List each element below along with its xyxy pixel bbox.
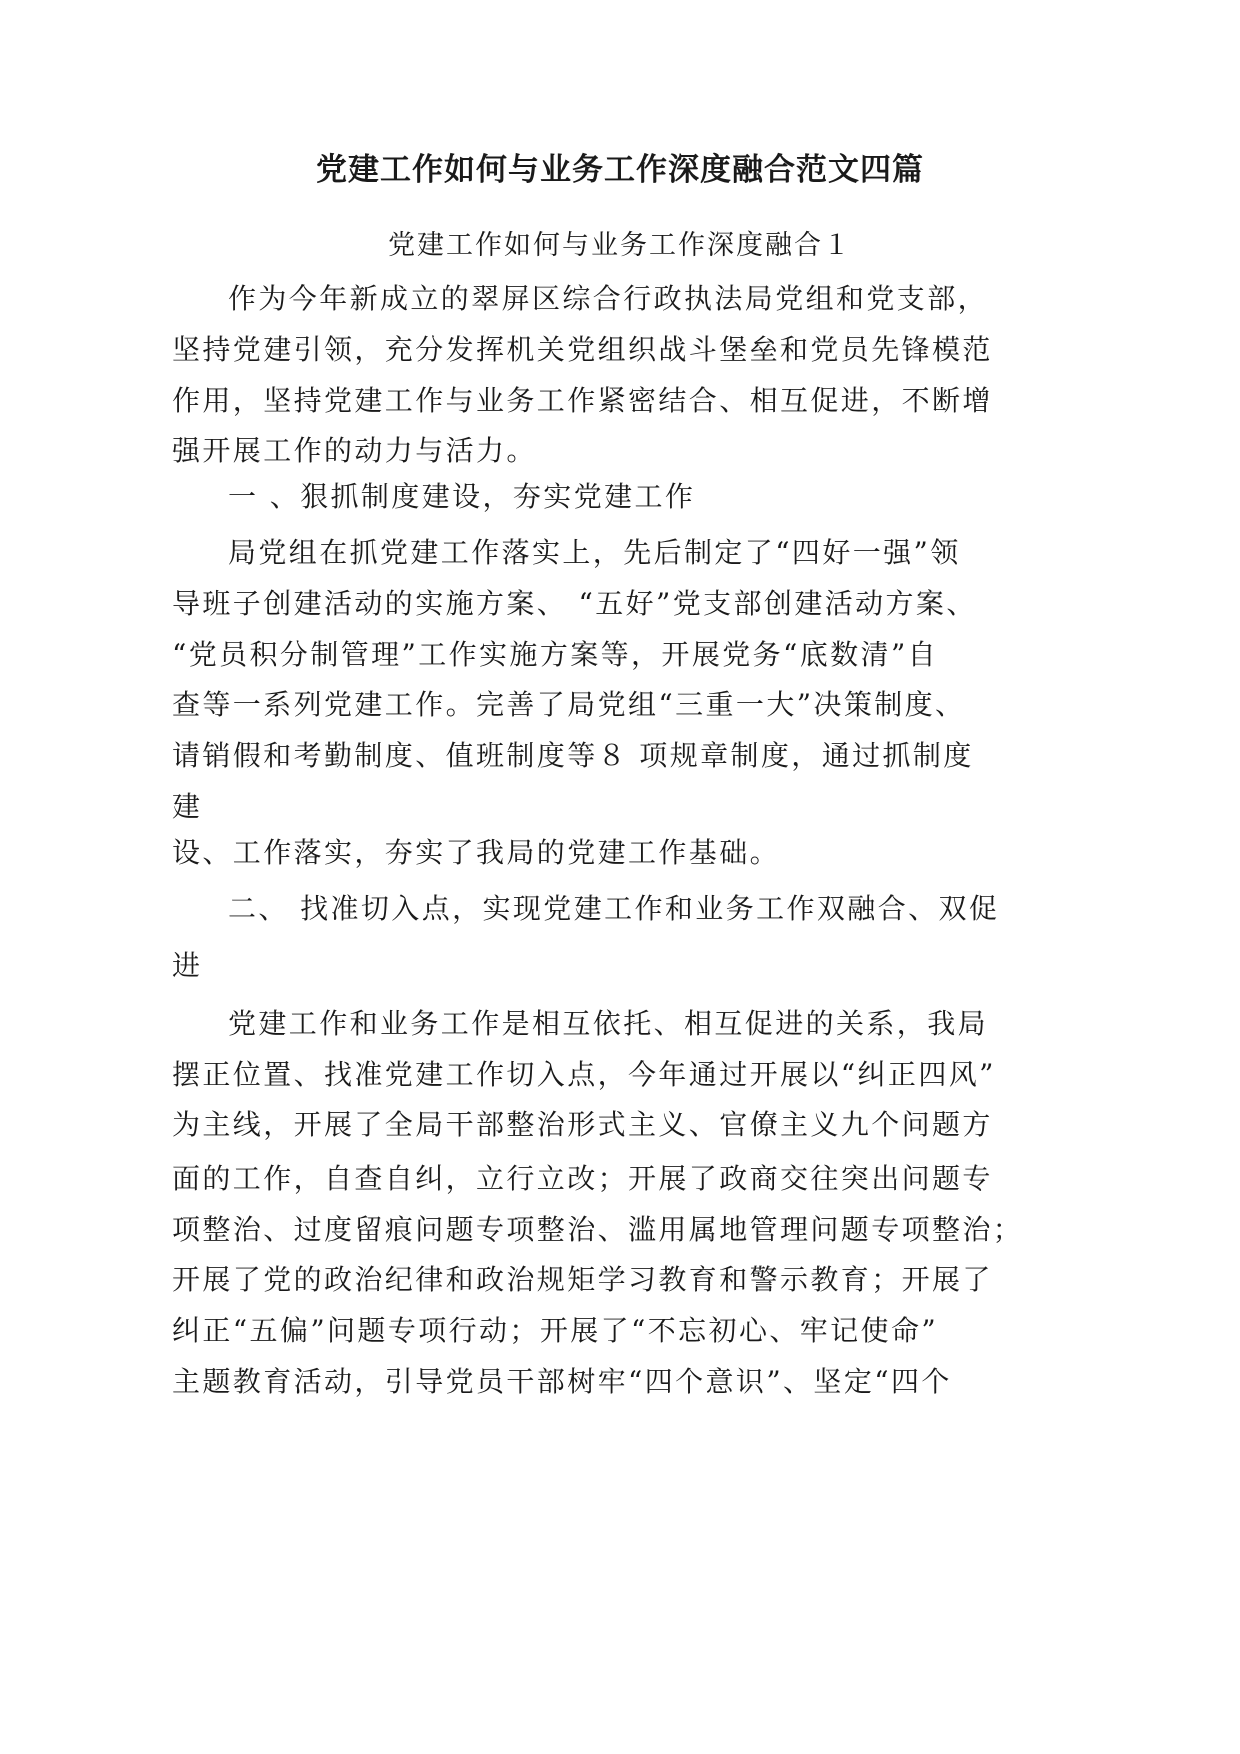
paragraph-line: 局党组在抓党建工作落实上，先后制定了“四好一强”领 [228,536,961,569]
paragraph-line: 坚持党建引领，充分发挥机关党组织战斗堡垒和党员先锋模范 [172,333,993,366]
document-title: 党建工作如何与业务工作深度融合范文四篇 [316,152,924,188]
paragraph-line: 强开展工作的动力与活力。 [172,434,537,467]
paragraph-line: 摆正位置、找准党建工作切入点，今年通过开展以“纠正四风” [172,1058,996,1091]
paragraph-line: “党员积分制管理”工作实施方案等，开展党务“底数清”自 [172,638,939,671]
paragraph-line: 导班子创建活动的实施方案、 “五好”党支部创建活动方案、 [172,587,977,620]
paragraph-line: 纠正“五偏”问题专项行动；开展了“不忘初心、牢记使命” [172,1314,939,1347]
paragraph-line: 开展了党的政治纪律和政治规矩学习教育和警示教育；开展了 [172,1263,993,1296]
paragraph-line: 设、工作落实，夯实了我局的党建工作基础。 [172,836,781,869]
paragraph-line: 作用，坚持党建工作与业务工作紧密结合、相互促进，不断增 [172,384,993,417]
paragraph-line: 建 [172,790,203,823]
document-subtitle: 党建工作如何与业务工作深度融合１ [388,230,852,261]
paragraph-line: 作为今年新成立的翠屏区综合行政执法局党组和党支部， [228,282,989,315]
paragraph-line: 查等一系列党建工作。完善了局党组“三重一大”决策制度、 [172,688,966,721]
paragraph-line: 请销假和考勤制度、值班制度等８ 项规章制度，通过抓制度 [172,739,974,772]
paragraph-line: 主题教育活动，引导党员干部树牢“四个意识”、坚定“四个 [172,1365,952,1398]
paragraph-line: 为主线，开展了全局干部整治形式主义、官僚主义九个问题方 [172,1108,993,1141]
paragraph-line: 面的工作，自查自纠，立行立改；开展了政商交往突出问题专 [172,1162,993,1195]
section-heading: 二、 找准切入点，实现党建工作和业务工作双融合、双促 [228,892,1000,925]
paragraph-line: 党建工作和业务工作是相互依托、相互促进的关系，我局 [228,1007,989,1040]
paragraph-line: 项整治、过度留痕问题专项整治、滥用属地管理问题专项整治； [172,1213,1024,1246]
section-heading: 一 、狠抓制度建设，夯实党建工作 [228,480,696,513]
section-heading-continuation: 进 [172,949,203,982]
